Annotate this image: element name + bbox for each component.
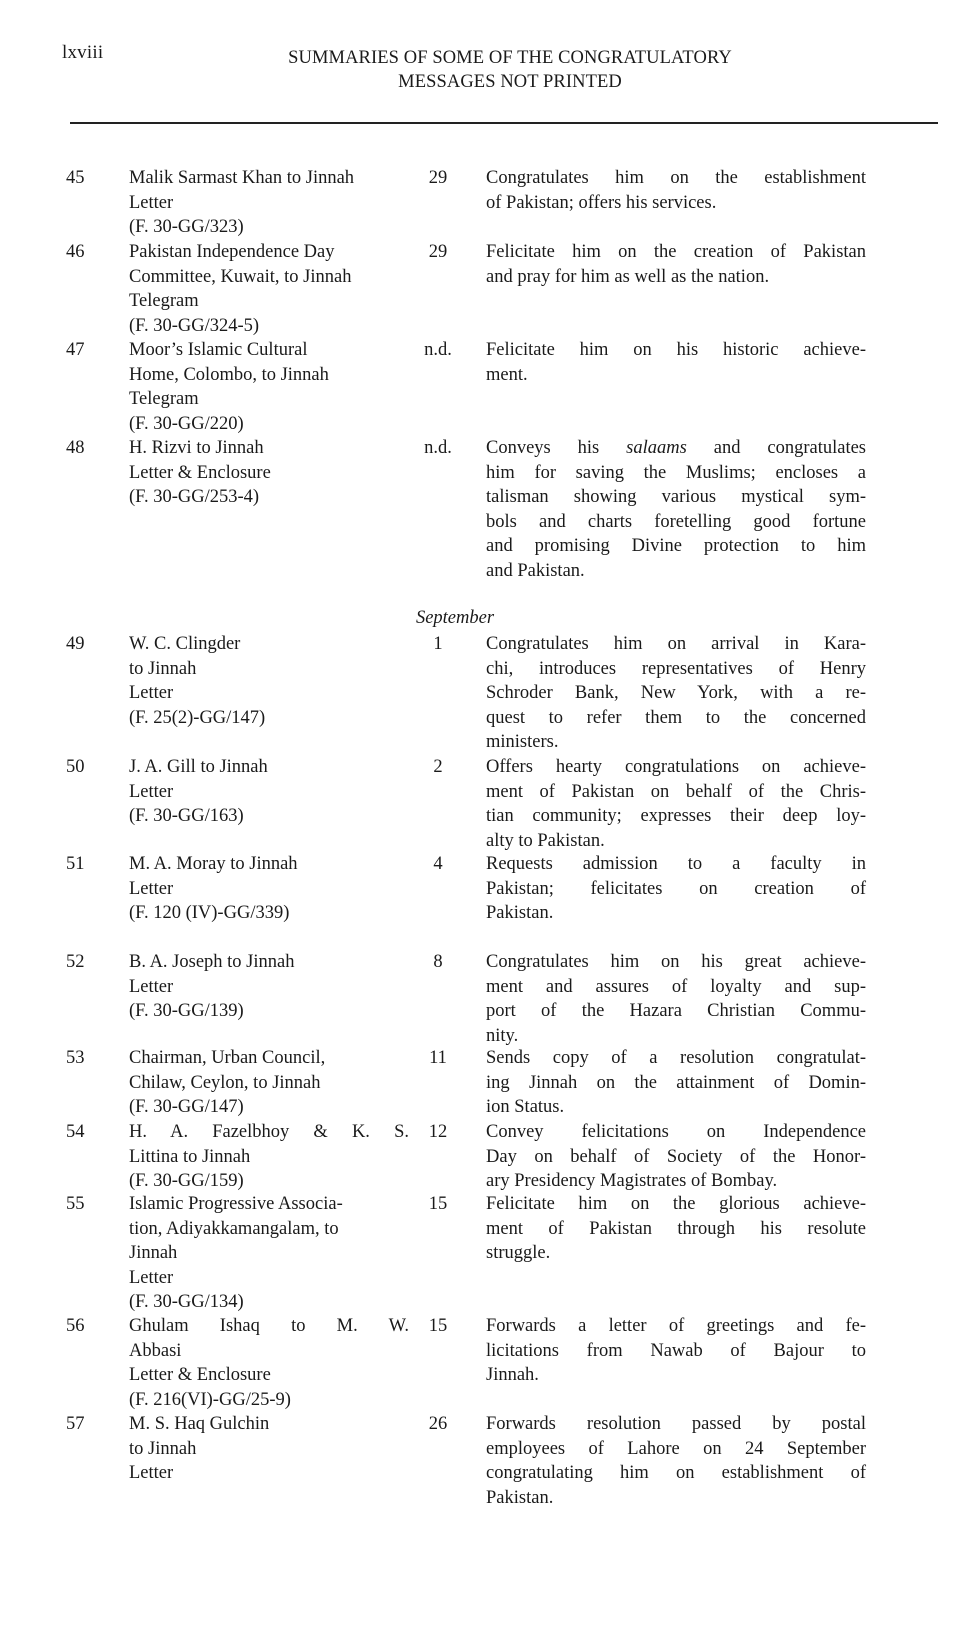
summary-line: him for saving the Muslims; encloses a	[486, 462, 866, 483]
sender-line: (F. 30-GG/159)	[129, 1171, 244, 1192]
entry-summary	[486, 1314, 866, 1388]
entry-summary	[486, 1120, 866, 1194]
entry-number: 52	[66, 952, 85, 972]
sender-line: M. A. Moray to Jinnah	[129, 854, 298, 874]
entry-sender	[129, 1412, 409, 1486]
entry-summary	[486, 436, 866, 584]
sender-line: M. S. Haq Gulchin	[129, 1414, 270, 1434]
sender-line: Abbasi	[129, 1340, 182, 1361]
sender-line: Islamic Progressive Associa-	[129, 1194, 343, 1214]
entry-summary	[486, 1192, 866, 1266]
entry-date: 26	[428, 1414, 448, 1434]
summary-line: ment.	[486, 364, 528, 385]
italic-term: salaams	[626, 438, 687, 458]
sender-line: (F. 30-GG/323)	[129, 217, 244, 238]
summary-line: and promising Divine protection to him	[486, 536, 866, 557]
summary-line: Forwards a letter of greetings and fe-	[486, 1316, 866, 1336]
sender-line: Home, Colombo, to Jinnah	[129, 364, 329, 385]
sender-line: (F. 30-GG/163)	[129, 806, 244, 827]
summary-line: ment and assures of loyalty and sup-	[486, 976, 866, 997]
entry-sender	[129, 852, 409, 926]
summary-line: and pray for him as well as the nation.	[486, 266, 770, 287]
summary-line: Day on behalf of Society of the Honor-	[486, 1146, 866, 1167]
sender-line: Jinnah	[129, 1243, 178, 1264]
entry-number: 45	[66, 168, 85, 188]
sender-line: W. C. Clingder	[129, 634, 241, 654]
header-rule	[70, 122, 938, 124]
summary-line: and Pakistan.	[486, 560, 585, 581]
sender-line: Ghulam Ishaq to M. W.	[129, 1316, 409, 1336]
entry-date: 2	[433, 757, 443, 777]
sender-line: (F. 30-GG/324-5)	[129, 315, 260, 336]
summary-text: Conveys his	[486, 438, 627, 458]
sender-line: H. A. Fazelbhoy & K. S.	[129, 1122, 409, 1142]
sender-line: (F. 120 (IV)-GG/339)	[129, 903, 290, 924]
summary-line: Offers hearty congratulations on achieve-	[486, 757, 866, 777]
summary-line: Congratulates him on arrival in Kara-	[486, 634, 866, 654]
entry-number: 55	[66, 1194, 85, 1214]
sender-line: to Jinnah	[129, 658, 197, 679]
sender-line: (F. 30-GG/147)	[129, 1097, 244, 1118]
entry-date: 11	[429, 1048, 447, 1068]
entry-number: 48	[66, 438, 85, 458]
sender-line: Telegram	[129, 389, 199, 410]
summary-line: Pakistan; felicitates on creation of	[486, 878, 866, 899]
summary-line	[486, 436, 866, 461]
summary-line: Schroder Bank, New York, with a re-	[486, 683, 866, 704]
entry-number: 49	[66, 634, 85, 654]
entry-summary	[486, 632, 866, 755]
entry-date: n.d.	[424, 340, 452, 360]
summary-line: Requests admission to a faculty in	[486, 854, 866, 874]
entry-sender	[129, 1314, 409, 1412]
sender-line: (F. 30-GG/134)	[129, 1292, 244, 1313]
entry-summary	[486, 755, 866, 853]
sender-line: J. A. Gill to Jinnah	[129, 757, 268, 777]
summary-line: employees of Lahore on 24 September	[486, 1438, 866, 1459]
summary-line: Pakistan.	[486, 903, 554, 924]
entry-number: 47	[66, 340, 85, 360]
sender-line: Letter	[129, 683, 174, 704]
summary-line: Felicitate him on his historic achieve-	[486, 340, 866, 360]
summary-line: Congratulates him on his great achieve-	[486, 952, 866, 972]
entry-summary	[486, 338, 866, 387]
entry-number: 53	[66, 1048, 85, 1068]
entry-number: 57	[66, 1414, 85, 1434]
summary-line: ion Status.	[486, 1097, 565, 1118]
entry-date: 1	[433, 634, 443, 654]
summary-line: talisman showing various mystical sym-	[486, 487, 866, 508]
entry-summary	[486, 950, 866, 1048]
summary-line: Felicitate him on the glorious achieve-	[486, 1194, 866, 1214]
entry-sender	[129, 755, 409, 829]
sender-line: (F. 30-GG/220)	[129, 413, 244, 434]
entry-summary	[486, 1046, 866, 1120]
summary-line: ment of Pakistan through his resolute	[486, 1218, 866, 1239]
entry-sender	[129, 632, 409, 730]
entry-summary	[486, 166, 866, 215]
sender-line: Letter & Enclosure	[129, 1365, 271, 1386]
sender-line: (F. 30-GG/253-4)	[129, 487, 260, 508]
sender-line: (F. 25(2)-GG/147)	[129, 707, 266, 728]
summary-line: Convey felicitations on Independence	[486, 1122, 866, 1142]
sender-line: Chairman, Urban Council,	[129, 1048, 326, 1068]
title-line-1: SUMMARIES OF SOME OF THE CONGRATULATORY	[288, 48, 732, 68]
sender-line: Letter	[129, 878, 174, 899]
entry-sender	[129, 1120, 409, 1194]
sender-line: Letter	[129, 192, 174, 213]
summary-line: bols and charts foretelling good fortune	[486, 511, 866, 532]
summary-line: ment of Pakistan on behalf of the Chris-	[486, 781, 866, 802]
summary-line: ministers.	[486, 732, 559, 753]
entry-date: 15	[428, 1194, 448, 1214]
summary-line: struggle.	[486, 1243, 551, 1264]
sender-line: tion, Adiyakkamangalam, to	[129, 1218, 339, 1239]
summary-line: Pakistan.	[486, 1487, 554, 1508]
entry-sender	[129, 1192, 409, 1315]
entry-number: 54	[66, 1122, 85, 1142]
entry-number: 50	[66, 757, 85, 777]
entry-sender	[129, 1046, 409, 1120]
page-number: lxviii	[62, 42, 104, 63]
sender-line: (F. 30-GG/139)	[129, 1001, 244, 1022]
summary-line: Sends copy of a resolution congratulat-	[486, 1048, 866, 1068]
entry-date: 8	[433, 952, 443, 972]
summary-line: tian community; expresses their deep loy-	[486, 806, 866, 827]
entry-number: 56	[66, 1316, 85, 1336]
entry-number: 46	[66, 242, 85, 262]
summary-line: port of the Hazara Christian Commu-	[486, 1001, 866, 1022]
entry-sender	[129, 436, 409, 510]
sender-line: Pakistan Independence Day	[129, 242, 335, 262]
sender-line: Littina to Jinnah	[129, 1146, 251, 1167]
summary-line: ing Jinnah on the attainment of Domin-	[486, 1072, 866, 1093]
summary-line: Felicitate him on the creation of Pakistan	[486, 242, 866, 262]
entry-sender	[129, 338, 409, 436]
summary-line: chi, introduces representatives of Henry	[486, 658, 866, 679]
sender-line: Letter	[129, 1463, 174, 1484]
entry-sender	[129, 950, 409, 1024]
month-heading: September	[415, 608, 495, 628]
entry-sender	[129, 166, 409, 240]
summary-line: ary Presidency Magistrates of Bombay.	[486, 1171, 778, 1192]
sender-line: Letter	[129, 781, 174, 802]
summary-line: Jinnah.	[486, 1365, 539, 1386]
summary-line: Congratulates him on the establishment	[486, 168, 866, 188]
sender-line: Malik Sarmast Khan to Jinnah	[129, 168, 355, 188]
entry-number: 51	[66, 854, 85, 874]
summary-text: and congratulates	[686, 438, 866, 458]
summary-line: alty to Pakistan.	[486, 830, 605, 851]
entry-sender	[129, 240, 409, 338]
sender-line: Chilaw, Ceylon, to Jinnah	[129, 1072, 321, 1093]
entry-date: 4	[433, 854, 443, 874]
sender-line: Letter & Enclosure	[129, 462, 271, 483]
summary-line: nity.	[486, 1025, 519, 1046]
entry-date: 29	[428, 242, 448, 262]
entry-date: n.d.	[424, 438, 452, 458]
sender-line: B. A. Joseph to Jinnah	[129, 952, 295, 972]
entry-summary	[486, 240, 866, 289]
summary-line: congratulating him on establishment of	[486, 1463, 866, 1484]
sender-line: Moor’s Islamic Cultural	[129, 340, 308, 360]
title-line-2: MESSAGES NOT PRINTED	[398, 72, 622, 92]
entry-date: 29	[428, 168, 448, 188]
summary-line: Forwards resolution passed by postal	[486, 1414, 866, 1434]
sender-line: Telegram	[129, 291, 199, 312]
sender-line: Letter	[129, 1267, 174, 1288]
summary-line: of Pakistan; offers his services.	[486, 192, 717, 213]
page-title	[200, 46, 820, 94]
entry-summary	[486, 1412, 866, 1510]
entry-date: 15	[428, 1316, 448, 1336]
entry-summary	[486, 852, 866, 926]
summary-line: quest to refer them to the concerned	[486, 707, 866, 728]
entry-date: 12	[428, 1122, 448, 1142]
sender-line: Committee, Kuwait, to Jinnah	[129, 266, 352, 287]
sender-line: Letter	[129, 976, 174, 997]
summary-line: licitations from Nawab of Bajour to	[486, 1340, 866, 1361]
sender-line: H. Rizvi to Jinnah	[129, 438, 264, 458]
sender-line: (F. 216(VI)-GG/25-9)	[129, 1389, 291, 1410]
sender-line: to Jinnah	[129, 1438, 197, 1459]
